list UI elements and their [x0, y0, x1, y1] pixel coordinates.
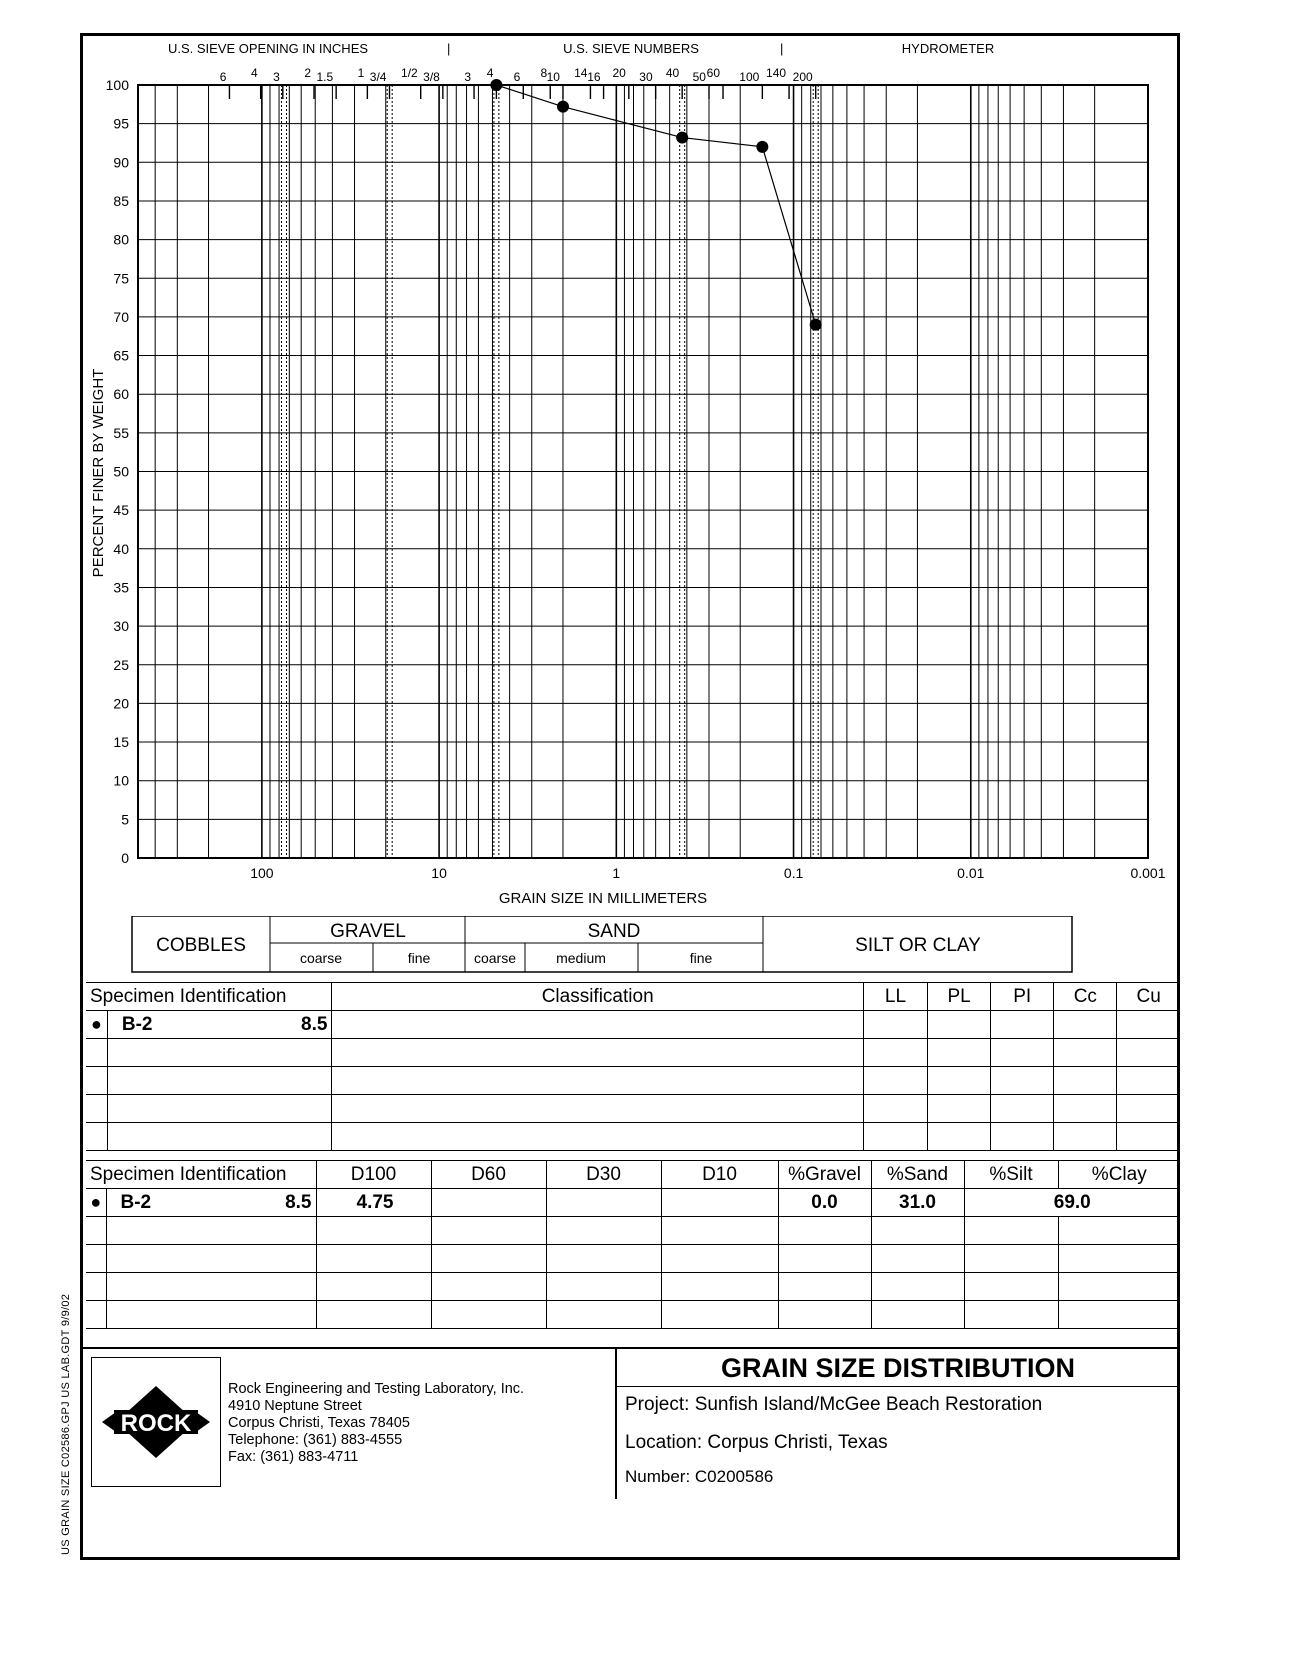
y-tick-label: 70: [113, 308, 129, 325]
y-tick-label: 40: [113, 540, 129, 557]
company-block: [228, 1381, 524, 1466]
sieve-label: 14: [574, 66, 588, 80]
report-title: GRAIN SIZE DISTRIBUTION: [720, 1353, 1075, 1383]
classification-cell: [332, 1011, 863, 1039]
company-telephone: Telephone: (361) 883-4555: [228, 1432, 403, 1448]
sand-medium-label: medium: [556, 950, 606, 966]
y-tick-label: 50: [113, 463, 129, 480]
number-line: Number: C0200586: [625, 1467, 774, 1486]
x-axis-label: GRAIN SIZE IN MILLIMETERS: [498, 890, 708, 907]
col-specimen-id: Specimen Identification: [86, 983, 332, 1011]
data-point: [557, 101, 569, 113]
gravel-cell: 0.0: [778, 1189, 871, 1217]
col-d10: D10: [661, 1161, 778, 1189]
col-clay: %Clay: [1058, 1161, 1180, 1189]
company-street: 4910 Neptune Street: [228, 1398, 362, 1414]
header-divider-2: |: [780, 41, 784, 56]
empty-row: [86, 1123, 1180, 1151]
y-tick-label: 45: [113, 502, 129, 519]
y-tick-label: 80: [113, 231, 129, 248]
specimen-cell: [106, 1189, 316, 1217]
sieve-label: 2: [304, 66, 312, 80]
empty-row: [86, 1067, 1180, 1095]
series-marker-icon: ●: [86, 1189, 106, 1217]
x-tick-label: 0.1: [783, 865, 804, 881]
d30-cell: [546, 1189, 661, 1217]
sieve-label: 100: [739, 70, 760, 84]
y-tick-label: 15: [113, 734, 129, 751]
sieve-label: 40: [665, 66, 680, 80]
gravel-coarse-label: coarse: [299, 950, 343, 966]
y-tick-label: 65: [113, 347, 129, 364]
pl-cell: [928, 1011, 991, 1039]
soil-classification-bar: [83, 916, 1177, 976]
sieve-label: 20: [612, 66, 626, 80]
table-header-row: [86, 1161, 1180, 1189]
x-tick-label: 0.01: [957, 865, 985, 881]
sieve-label: 60: [706, 66, 721, 80]
y-axis-tick-labels: [106, 77, 130, 866]
footer: [83, 1347, 1177, 1559]
y-tick-label: 25: [113, 656, 129, 673]
sand-label: SAND: [587, 921, 641, 942]
report-sheet: [80, 33, 1180, 1560]
empty-row: [86, 1301, 1180, 1329]
y-tick-label: 20: [113, 695, 129, 712]
empty-row: [86, 1217, 1180, 1245]
col-specimen-id: Specimen Identification: [86, 1161, 316, 1189]
sieve-label: 6: [513, 70, 521, 84]
col-silt: %Silt: [964, 1161, 1058, 1189]
header-sieve-inches: U.S. SIEVE OPENING IN INCHES: [167, 41, 369, 56]
location-line: Location: Corpus Christi, Texas: [625, 1432, 888, 1453]
classification-table: [86, 982, 1180, 1151]
data-point: [810, 319, 822, 331]
sieve-label: 4: [250, 66, 258, 80]
silt-clay-cell: 69.0: [964, 1189, 1180, 1217]
gravel-fine-label: fine: [407, 950, 431, 966]
table-row: [86, 1011, 1180, 1039]
y-tick-label: 5: [121, 811, 129, 828]
sieve-label: 1/2: [401, 66, 418, 80]
sieve-label: 4: [486, 66, 494, 80]
x-tick-label: 10: [431, 865, 447, 881]
x-tick-label: 0.001: [1130, 865, 1166, 881]
d10-cell: [661, 1189, 778, 1217]
data-point: [676, 132, 688, 144]
gravel-label: GRAVEL: [330, 921, 406, 942]
y-axis-label: PERCENT FINER BY WEIGHT: [90, 368, 107, 578]
sieve-label: 200: [792, 70, 813, 84]
sieve-label: 3: [273, 70, 280, 84]
x-axis-tick-labels: [250, 865, 1166, 881]
table-row: [86, 1189, 1180, 1217]
company-fax: Fax: (361) 883-4711: [228, 1449, 359, 1465]
header-sieve-numbers: U.S. SIEVE NUMBERS: [563, 41, 699, 56]
table-header-row: [86, 983, 1180, 1011]
col-sand: %Sand: [871, 1161, 964, 1189]
empty-row: [86, 1245, 1180, 1273]
grain-size-chart: [83, 36, 1177, 976]
col-cu: Cu: [1117, 983, 1180, 1011]
x-tick-label: 1: [612, 865, 621, 881]
sieve-label: 8: [540, 66, 548, 80]
sieve-label: 3/4: [369, 70, 387, 84]
y-tick-label: 95: [113, 115, 129, 132]
sand-coarse-label: coarse: [473, 950, 517, 966]
sand-fine-label: fine: [689, 950, 713, 966]
project-line: Project: Sunfish Island/McGee Beach Restoration: [625, 1394, 1043, 1415]
report-info-box: [615, 1349, 1179, 1499]
y-tick-label: 75: [113, 270, 129, 287]
y-tick-label: 35: [113, 579, 129, 596]
y-tick-label: 10: [113, 772, 129, 789]
x-tick-label: 100: [250, 865, 274, 881]
col-d60: D60: [431, 1161, 546, 1189]
company-city: Corpus Christi, Texas 78405: [228, 1415, 410, 1431]
silt-clay-label: SILT OR CLAY: [855, 935, 981, 956]
cu-cell: [1117, 1011, 1180, 1039]
col-pl: PL: [928, 983, 991, 1011]
series-marker-icon: ●: [86, 1011, 107, 1039]
y-tick-label: 100: [105, 77, 129, 93]
y-tick-label: 85: [113, 192, 129, 209]
col-d30: D30: [546, 1161, 661, 1189]
gradation-table: [86, 1160, 1180, 1329]
pi-cell: [991, 1011, 1054, 1039]
sieve-tick-marks: [220, 66, 816, 99]
col-pi: PI: [991, 983, 1054, 1011]
specimen-depth: 8.5: [301, 1013, 328, 1035]
sieve-label: 16: [587, 70, 601, 84]
y-tick-label: 55: [113, 424, 129, 441]
cobbles-label: COBBLES: [156, 935, 246, 956]
rock-logo-icon: [92, 1358, 220, 1486]
header-hydrometer: HYDROMETER: [901, 41, 995, 56]
empty-row: [86, 1273, 1180, 1301]
sieve-label: 30: [639, 70, 653, 84]
y-tick-label: 60: [113, 386, 129, 403]
specimen-depth: 8.5: [285, 1191, 312, 1213]
header-divider-1: |: [447, 41, 451, 56]
sand-cell: 31.0: [871, 1189, 964, 1217]
empty-row: [86, 1095, 1180, 1123]
y-tick-label: 0: [121, 850, 129, 866]
sieve-label: 3/8: [423, 70, 440, 84]
y-tick-label: 90: [113, 154, 129, 171]
ll-cell: [863, 1011, 927, 1039]
sieve-label: 50: [692, 70, 706, 84]
sieve-label: 6: [219, 70, 227, 84]
cc-cell: [1054, 1011, 1117, 1039]
data-point: [756, 141, 768, 153]
specimen-cell: [107, 1011, 332, 1039]
logo-text: ROCK: [120, 1410, 192, 1437]
d100-cell: 4.75: [316, 1189, 431, 1217]
logo-box: [91, 1357, 221, 1487]
col-cc: Cc: [1054, 983, 1117, 1011]
specimen-id: B-2: [121, 1013, 153, 1035]
col-gravel: %Gravel: [778, 1161, 871, 1189]
col-ll: LL: [863, 983, 927, 1011]
grid-horizontal-lines: [138, 85, 1148, 858]
file-reference-text: US GRAIN SIZE C02586.GPJ US LAB.GDT 9/9/02: [60, 1293, 72, 1555]
specimen-id: B-2: [120, 1191, 152, 1213]
sieve-label: 1: [357, 66, 365, 80]
d60-cell: [431, 1189, 546, 1217]
company-name: Rock Engineering and Testing Laboratory, Inc.: [228, 1381, 525, 1397]
y-tick-label: 30: [113, 618, 129, 635]
sieve-label: 140: [766, 66, 787, 80]
sieve-label: 3: [464, 70, 472, 84]
col-d100: D100: [316, 1161, 431, 1189]
sieve-label: 10: [546, 70, 560, 84]
col-classification: Classification: [332, 983, 863, 1011]
sieve-label: 1.5: [316, 70, 334, 84]
empty-row: [86, 1039, 1180, 1067]
